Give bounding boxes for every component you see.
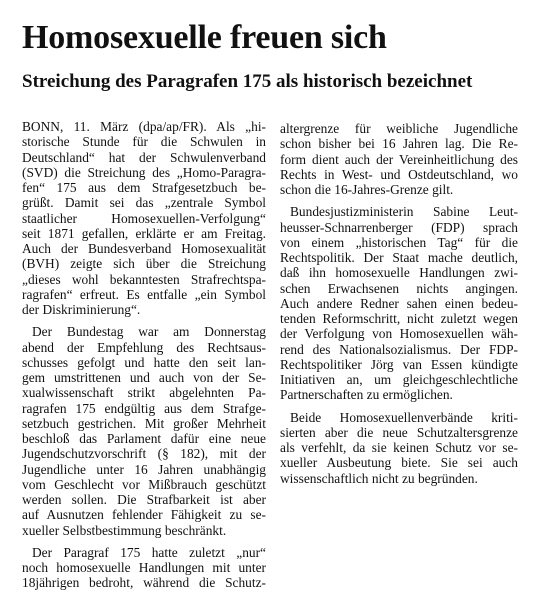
article-column-1: [22, 119, 266, 598]
text-line: Rechtspolitik. Der Staat mache deutlich,: [280, 250, 518, 265]
text-line: fen“ 175 aus dem Strafgesetzbuch be-: [22, 180, 266, 195]
text-line: Deutschland“ hat der Schwulenverband: [22, 149, 266, 165]
text-line: Auch andere Redner sahen einen bedeu-: [280, 295, 518, 311]
text-line: form dient auch der Vereinheitlichung des: [280, 151, 518, 167]
text-line: Partnerschaften zu ermöglichen.: [280, 387, 453, 403]
text-line: staatlicher Homosexuellen-Verfolgung“: [22, 210, 266, 226]
text-line: xualwissenschaft strikt abgelehnten Pa-: [22, 385, 266, 401]
text-line: grüßt. Damit sei das „zentrale Symbol: [22, 195, 266, 211]
text-line: als verfehlt, da sie keinen Schutz vor se-: [280, 440, 518, 455]
text-line: storische Stunde für die Schwulen in: [22, 134, 266, 150]
text-line: ragrafen“ erfreut. Es entfalle „ein Symbol: [22, 286, 266, 302]
article-paragraph: [22, 324, 266, 538]
article-column-2: [280, 121, 518, 493]
text-line: schusses gefolgt und hatte den seit lan-: [22, 354, 266, 370]
text-line: tenden Reformschritt, nicht zuletzt wegen: [280, 311, 518, 326]
text-line: Rechtspolitiker Jörg van Essen kündigte: [280, 356, 518, 372]
text-line: Jugendliche unter 16 Jahren unabhängig: [22, 461, 266, 477]
text-line: (BVH) zeigte sich über die Streichung: [22, 256, 266, 272]
text-line: schon die 16-Jahres-Grenze gilt.: [280, 182, 454, 197]
text-line: ragrafen 175 endgültig aus dem Strafge-: [22, 400, 266, 416]
text-line: Auch der Bundesverband Homosexualität: [22, 241, 266, 256]
text-line: gem umstrittenen und auch von der Se-: [22, 370, 266, 385]
article-paragraph: [280, 121, 518, 197]
text-line: von einem „historischen Tag“ für die: [280, 234, 518, 250]
text-line: der Verfolgung von Homosexuellen wäh-: [280, 326, 518, 342]
text-line: altergrenze für weibliche Jugendliche: [280, 121, 518, 136]
article-headline: Homosexuelle freuen sich: [22, 19, 387, 56]
text-line: werden sollen. Die Strafbarkeit ist aber: [22, 492, 266, 507]
text-line: der Diskriminierung“.: [22, 302, 141, 317]
text-line: Initiativen an, um gleichgeschlechtliche: [280, 372, 518, 387]
text-line: beschloß das Parlament dafür eine neue: [22, 431, 266, 446]
text-line: rend des Nationalsozialismus. Der FDP-: [280, 341, 518, 357]
article-paragraph: [280, 204, 518, 402]
text-line: setzbuch gestrichen. Mit großer Mehrheit: [22, 415, 266, 431]
article-paragraph: [22, 545, 266, 591]
text-line: xueller Selbstbestimmung beschränkt.: [22, 522, 227, 538]
text-line: Bundesjustizministerin Sabine Leut-: [290, 204, 518, 220]
text-line: schon bisher bei 16 Jahren lag. Die Re-: [280, 136, 518, 152]
text-line: 18jährigen bedroht, während die Schutz-: [22, 575, 266, 591]
article-paragraph: [22, 119, 266, 317]
text-line: Jugendschutzvorschrift (§ 182), mit der: [22, 446, 266, 462]
text-line: Beide Homosexuellenverbände kriti-: [290, 409, 518, 425]
text-line: vom Geschlecht vor Mißbrauch geschützt: [22, 476, 266, 492]
article-paragraph: [280, 410, 518, 486]
text-line: Der Bundestag war am Donnerstag: [32, 324, 266, 340]
text-line: (SVD) die Streichung des „Homo-Paragra-: [22, 164, 266, 180]
text-line: xueller Ausbeutung biete. Sie sei auch: [280, 455, 518, 471]
article-subheadline: Streichung des Paragrafen 175 als historisch bezeichnet: [22, 71, 473, 92]
text-line: daß ihn homosexuelle Handlungen zwi-: [280, 265, 518, 281]
text-line: BONN, 11. März (dpa/ap/FR). Als „hi-: [22, 119, 266, 134]
text-line: Rechts in West- und Ostdeutschland, wo: [280, 166, 518, 182]
text-line: seit 1871 gefallen, erklärte er am Freitag.: [22, 225, 266, 241]
text-line: noch homosexuelle Handlungen mit unter: [22, 560, 266, 575]
text-line: wissenschaftlich nicht zu begründen.: [280, 470, 478, 486]
text-line: sierten aber die neue Schutzaltersgrenze: [280, 424, 518, 440]
text-line: Der Paragraf 175 hatte zuletzt „nur“: [32, 544, 266, 560]
text-line: schen Erwachsenen nichts angingen.: [280, 280, 518, 296]
text-line: auf Ausnutzen fehlender Fähigkeit zu se-: [22, 507, 266, 523]
text-line: abend der Empfehlung des Rechtsaus-: [22, 339, 266, 355]
text-line: „dieses wohl bekanntesten Strafrechtspa-: [22, 271, 266, 287]
text-line: heusser-Schnarrenberger (FDP) sprach: [280, 219, 518, 235]
